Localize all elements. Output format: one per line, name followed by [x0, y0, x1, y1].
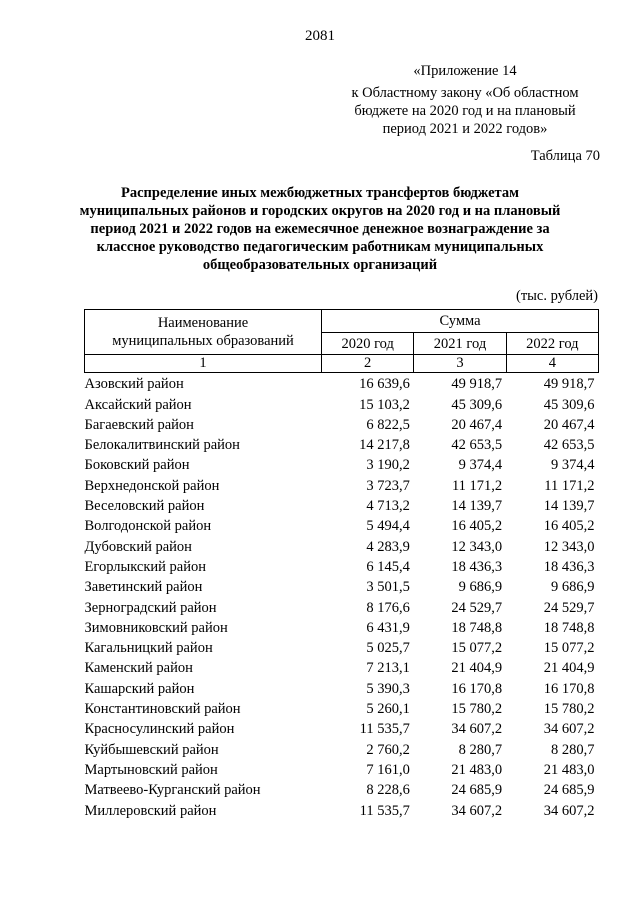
value-2020: 11 535,7 — [359, 721, 410, 738]
value-2022: 18 748,8 — [543, 619, 595, 636]
value-2021: 21 483,0 — [451, 761, 503, 778]
municipality-name: Белокалитвинский район — [84, 437, 240, 454]
table-row — [85, 759, 599, 779]
value-2021: 49 918,7 — [451, 376, 503, 393]
table-row — [85, 779, 599, 799]
value-2021: 18 748,8 — [451, 619, 503, 636]
value-2021: 34 607,2 — [451, 802, 503, 819]
table-row — [85, 677, 599, 697]
appendix-reference — [340, 62, 590, 138]
value-2020: 16 639,6 — [359, 376, 410, 393]
header-name — [85, 310, 322, 355]
value-2020: 5 260,1 — [366, 701, 410, 718]
municipality-name: Веселовский район — [84, 498, 205, 515]
value-2022: 9 686,9 — [551, 579, 595, 596]
municipality-name: Константиновский район — [84, 701, 241, 718]
value-2022: 34 607,2 — [543, 802, 595, 819]
table-row — [85, 576, 599, 596]
value-2020: 5 390,3 — [366, 680, 410, 697]
table-row — [85, 373, 599, 394]
appendix-law-line: бюджете на 2020 год и на плановый — [354, 103, 576, 119]
value-2021: 42 653,5 — [451, 437, 503, 454]
header-year-2022: 2022 год — [506, 333, 598, 355]
value-2020: 8 176,6 — [366, 599, 410, 616]
value-2022: 21 404,9 — [543, 660, 595, 677]
municipality-name: Кашарский район — [84, 680, 195, 697]
value-2022: 14 139,7 — [543, 498, 595, 515]
header-name-line1: Наименование — [157, 315, 249, 331]
table-row — [85, 495, 599, 515]
municipality-name: Зерноградский район — [84, 599, 217, 616]
value-2022: 16 405,2 — [543, 518, 595, 535]
units-label: (тыс. рублей) — [516, 288, 598, 304]
table-body — [85, 373, 599, 820]
municipality-name: Верхнедонской район — [84, 477, 220, 494]
municipality-name: Куйбышевский район — [84, 741, 219, 758]
municipality-name: Каменский район — [84, 660, 193, 677]
value-2020: 14 217,8 — [359, 437, 410, 454]
value-2021: 12 343,0 — [451, 538, 503, 555]
value-2020: 6 431,9 — [366, 619, 410, 636]
value-2022: 21 483,0 — [543, 761, 595, 778]
value-2020: 5 025,7 — [366, 640, 410, 657]
value-2020: 4 713,2 — [366, 498, 410, 515]
table-row — [85, 738, 599, 758]
header-sum: Сумма — [322, 310, 599, 333]
value-2021: 11 171,2 — [451, 477, 503, 494]
table-row — [85, 718, 599, 738]
table-row — [85, 617, 599, 637]
value-2021: 34 607,2 — [451, 721, 503, 738]
value-2020: 6 145,4 — [366, 558, 410, 575]
column-number-4: 4 — [506, 355, 598, 373]
column-number-2: 2 — [322, 355, 414, 373]
table-row — [85, 596, 599, 616]
value-2021: 9 374,4 — [458, 457, 503, 474]
table-row — [85, 515, 599, 535]
value-2022: 24 685,9 — [543, 782, 595, 799]
municipality-name: Волгодонской район — [84, 518, 212, 535]
transfers-table — [84, 309, 599, 820]
title-line: классное руководство педагогическим работникам муниципальных — [96, 239, 544, 255]
title-line: Распределение иных межбюджетных трансфертов бюджетам — [121, 185, 519, 201]
municipality-name: Матвеево-Курганский район — [84, 782, 261, 799]
page-number: 2081 — [305, 28, 335, 44]
title-line: общеобразовательных организаций — [202, 257, 438, 273]
table-row — [85, 454, 599, 474]
appendix-law-line: к Областному закону «Об областном — [351, 85, 579, 101]
value-2021: 45 309,6 — [451, 396, 503, 413]
value-2022: 9 374,4 — [551, 457, 595, 474]
value-2020: 15 103,2 — [359, 396, 410, 413]
column-number-3: 3 — [414, 355, 506, 373]
table-header — [85, 310, 599, 373]
value-2020: 6 822,5 — [366, 416, 410, 433]
header-name-line2: муниципальных образований — [112, 333, 294, 349]
municipality-name: Боковский район — [84, 457, 190, 474]
municipality-name: Азовский район — [84, 376, 184, 393]
value-2022: 45 309,6 — [543, 396, 595, 413]
table-row — [85, 799, 599, 819]
appendix-law-line: период 2021 и 2022 годов» — [382, 121, 548, 137]
value-2020: 8 228,6 — [366, 782, 410, 799]
value-2020: 3 501,5 — [366, 579, 410, 596]
value-2022: 11 171,2 — [544, 477, 595, 494]
table-row — [85, 474, 599, 494]
value-2022: 8 280,7 — [551, 741, 595, 758]
value-2020: 11 535,7 — [359, 802, 410, 819]
table-row — [85, 556, 599, 576]
table-row — [85, 414, 599, 434]
municipality-name: Красносулинский район — [84, 721, 235, 738]
table-label: Таблица 70 — [530, 148, 600, 164]
value-2022: 42 653,5 — [543, 437, 595, 454]
municipality-name: Заветинский район — [84, 579, 203, 596]
value-2022: 12 343,0 — [543, 538, 595, 555]
table-row — [85, 698, 599, 718]
value-2021: 14 139,7 — [451, 498, 503, 515]
value-2021: 24 685,9 — [451, 782, 503, 799]
municipality-name: Зимовниковский район — [84, 619, 228, 636]
value-2020: 3 190,2 — [366, 457, 410, 474]
value-2022: 24 529,7 — [543, 599, 595, 616]
title-line: муниципальных районов и городских округов на 2020 год и на плановый — [79, 203, 561, 219]
table-row — [85, 434, 599, 454]
header-year-2021: 2021 год — [414, 333, 506, 355]
value-2021: 20 467,4 — [451, 416, 503, 433]
value-2022: 18 436,3 — [543, 558, 595, 575]
value-2022: 16 170,8 — [543, 680, 595, 697]
municipality-name: Миллеровский район — [84, 802, 217, 819]
value-2022: 34 607,2 — [543, 721, 595, 738]
table-row — [85, 637, 599, 657]
municipality-name: Егорлыкский район — [84, 558, 206, 575]
municipality-name: Багаевский район — [84, 416, 194, 433]
value-2021: 18 436,3 — [451, 558, 503, 575]
value-2021: 8 280,7 — [458, 741, 503, 758]
value-2022: 15 077,2 — [543, 640, 595, 657]
value-2021: 24 529,7 — [451, 599, 503, 616]
value-2021: 9 686,9 — [458, 579, 503, 596]
table-row — [85, 393, 599, 413]
value-2021: 15 780,2 — [451, 701, 503, 718]
column-number-1: 1 — [85, 355, 322, 373]
document-title — [70, 184, 570, 274]
municipality-name: Дубовский район — [84, 538, 192, 555]
value-2022: 20 467,4 — [543, 416, 595, 433]
municipality-name: Кагальницкий район — [84, 640, 213, 657]
header-year-2020: 2020 год — [322, 333, 414, 355]
value-2021: 21 404,9 — [451, 660, 503, 677]
municipality-name: Мартыновский район — [84, 761, 218, 778]
value-2020: 7 161,0 — [366, 761, 410, 778]
value-2022: 15 780,2 — [543, 701, 595, 718]
municipality-name: Аксайский район — [84, 396, 192, 413]
title-line: период 2021 и 2022 годов на ежемесячное денежное вознаграждение за — [90, 221, 550, 237]
value-2022: 49 918,7 — [543, 376, 595, 393]
appendix-number: «Приложение 14 — [413, 63, 517, 79]
table-row — [85, 535, 599, 555]
value-2020: 5 494,4 — [366, 518, 410, 535]
value-2020: 4 283,9 — [366, 538, 410, 555]
value-2021: 16 405,2 — [451, 518, 503, 535]
value-2021: 16 170,8 — [451, 680, 503, 697]
value-2020: 7 213,1 — [366, 660, 410, 677]
value-2021: 15 077,2 — [451, 640, 503, 657]
table-row — [85, 657, 599, 677]
value-2020: 3 723,7 — [366, 477, 410, 494]
value-2020: 2 760,2 — [366, 741, 410, 758]
